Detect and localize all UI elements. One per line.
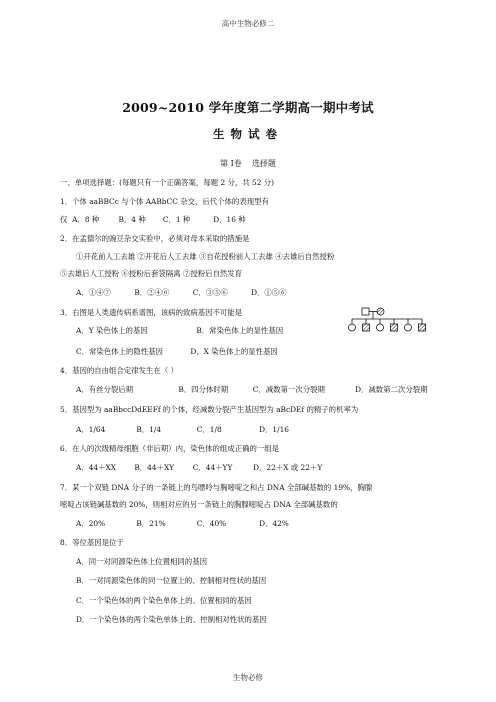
question-2-option-a: A．①④⑦ xyxy=(76,288,111,297)
question-2-option-b: B．②④⑥ xyxy=(134,288,170,297)
page-footer: 生物必修 xyxy=(233,673,263,682)
volume-heading xyxy=(0,158,496,169)
section-heading: 一、单项选择题：(每题只有一个正确答案，每题 2 分，共 52 分) xyxy=(60,178,275,187)
gen2-female-1 xyxy=(349,324,356,331)
question-6-stem: 6．在人的次级精母细胞（非后期）内，染色体的组成正确的一组是 xyxy=(60,444,280,453)
question-2-option-d: D．①⑤⑥ xyxy=(251,288,287,297)
question-5-option-c: C．1/8 xyxy=(196,425,222,434)
question-7-stem-line2: 嘧啶占该链碱基数的 20%，则相对应的另一条链上的胸腺嘧啶占 DNA 全部碱基数的 xyxy=(60,500,338,509)
question-4-option-a: A．有丝分裂后期 xyxy=(76,385,134,394)
question-1-option-c: C．1 种 xyxy=(162,215,191,224)
gen2-male-affected-1 xyxy=(363,324,370,331)
question-5-options xyxy=(76,424,289,435)
question-4-stem: 4．基因的自由组合定律发生在（ ） xyxy=(60,366,178,375)
question-7-option-a: A．20% xyxy=(76,519,106,528)
question-5-option-a: A．1/64 xyxy=(76,425,106,434)
question-3-stem: 3．右图是人类遗传病系谱图，该病的致病基因不可能是 xyxy=(60,308,243,317)
question-6-option-c: C．44＋YY xyxy=(192,463,233,472)
question-2-options xyxy=(76,287,287,298)
question-7-options xyxy=(76,518,289,529)
question-2-items-line2: ⑤去雄后人工授粉 ⑥授粉后套袋隔离 ⑦授粉后自然发育 xyxy=(60,269,243,278)
question-3-option-a: A．Y 染色体上的基因 xyxy=(76,326,148,335)
question-1-options xyxy=(60,214,246,225)
question-3-options-row2 xyxy=(76,346,278,357)
question-4-option-d: D．减数第二次分裂期 xyxy=(355,385,428,394)
question-6-option-d: D．22＋X 或 22＋Y xyxy=(253,463,323,472)
question-1-option-b: B．4 种 xyxy=(118,215,146,224)
gen1-female-affected xyxy=(377,308,384,315)
question-5-option-b: B．1/4 xyxy=(136,425,162,434)
gen2-male-affected-3 xyxy=(419,324,426,331)
question-7-option-d: D．42% xyxy=(259,519,289,528)
exam-title: 2009~2010 学年度第二学期高一期中考试 xyxy=(122,100,374,115)
question-2-option-c: C．③⑤⑥ xyxy=(192,288,228,297)
question-8-option-c: C．一个染色体的两个染色单体上的、位置相同的基因 xyxy=(76,596,252,605)
pedigree-diagram xyxy=(340,307,430,337)
question-6-options xyxy=(76,462,322,473)
question-7-option-c: C．40% xyxy=(196,519,227,528)
page-header: 高中生物必修二 xyxy=(221,19,275,28)
question-2-items-line1: ①开花前人工去雄 ②开花后人工去雄 ③自花授粉前人工去雄 ④去雄后自然授粉 xyxy=(76,252,335,261)
gen1-male-unaffected xyxy=(362,308,369,315)
question-6-option-b: B．44＋XY xyxy=(134,463,175,472)
volume-label: 第 Ⅰ卷 xyxy=(220,159,242,168)
gen2-female-3 xyxy=(405,324,412,331)
question-2-stem: 2．在孟德尔的豌豆杂交实验中，必须对母本采取的措施是 xyxy=(60,234,250,243)
question-8-stem: 8．等位基因是位于 xyxy=(60,538,124,547)
question-8-option-a: A．同一对同源染色体上位置相同的基因 xyxy=(76,557,207,566)
question-3-options-row1 xyxy=(76,325,283,336)
question-6-option-a: A．44＋XX xyxy=(76,463,117,472)
question-1-stem: 1．个体 aaBBCc 与个体 AABbCC 杂交，后代个体的表现型有 xyxy=(60,197,269,206)
gen2-male-affected-2 xyxy=(391,324,398,331)
question-7-option-b: B．21% xyxy=(136,519,166,528)
question-4-option-b: B．四分体时期 xyxy=(178,385,229,394)
question-8-option-b: B．一对同源染色体的同一位置上的、控制相对性状的基因 xyxy=(76,576,267,585)
question-8-option-d: D．一个染色体的两个染色单体上的、控制相对性状的基因 xyxy=(76,615,267,624)
question-5-stem: 5．基因型为 aaBbccDdEEFf 的个体，经减数分裂产生基因型为 aBcDEf 的精子的机率为 xyxy=(60,405,359,414)
question-1-lead: 仅 xyxy=(60,215,68,224)
question-3-option-b: B．常染色体上的显性基因 xyxy=(196,326,284,335)
question-1-option-a: A．8 种 xyxy=(72,215,100,224)
question-5-option-d: D．1/16 xyxy=(259,425,289,434)
question-4-option-c: C．减数第一次分裂期 xyxy=(252,385,325,394)
question-1-option-d: D．16 种 xyxy=(213,215,246,224)
question-4-options xyxy=(76,384,428,395)
gen2-female-2 xyxy=(377,324,384,331)
question-7-stem-line1: 7．某一个双链 DNA 分子的一条链上的鸟嘌呤与胸嘧啶之和占 DNA 全部碱基数的 19%，胸腺 xyxy=(60,483,373,492)
exam-subtitle: 生物试卷 xyxy=(213,127,283,141)
question-3-option-c: C．常染色体上的隐性基因 xyxy=(76,347,163,356)
question-3-option-d: D．X 染色体上的显性基因 xyxy=(190,347,278,356)
volume-name: 选择题 xyxy=(251,159,276,168)
